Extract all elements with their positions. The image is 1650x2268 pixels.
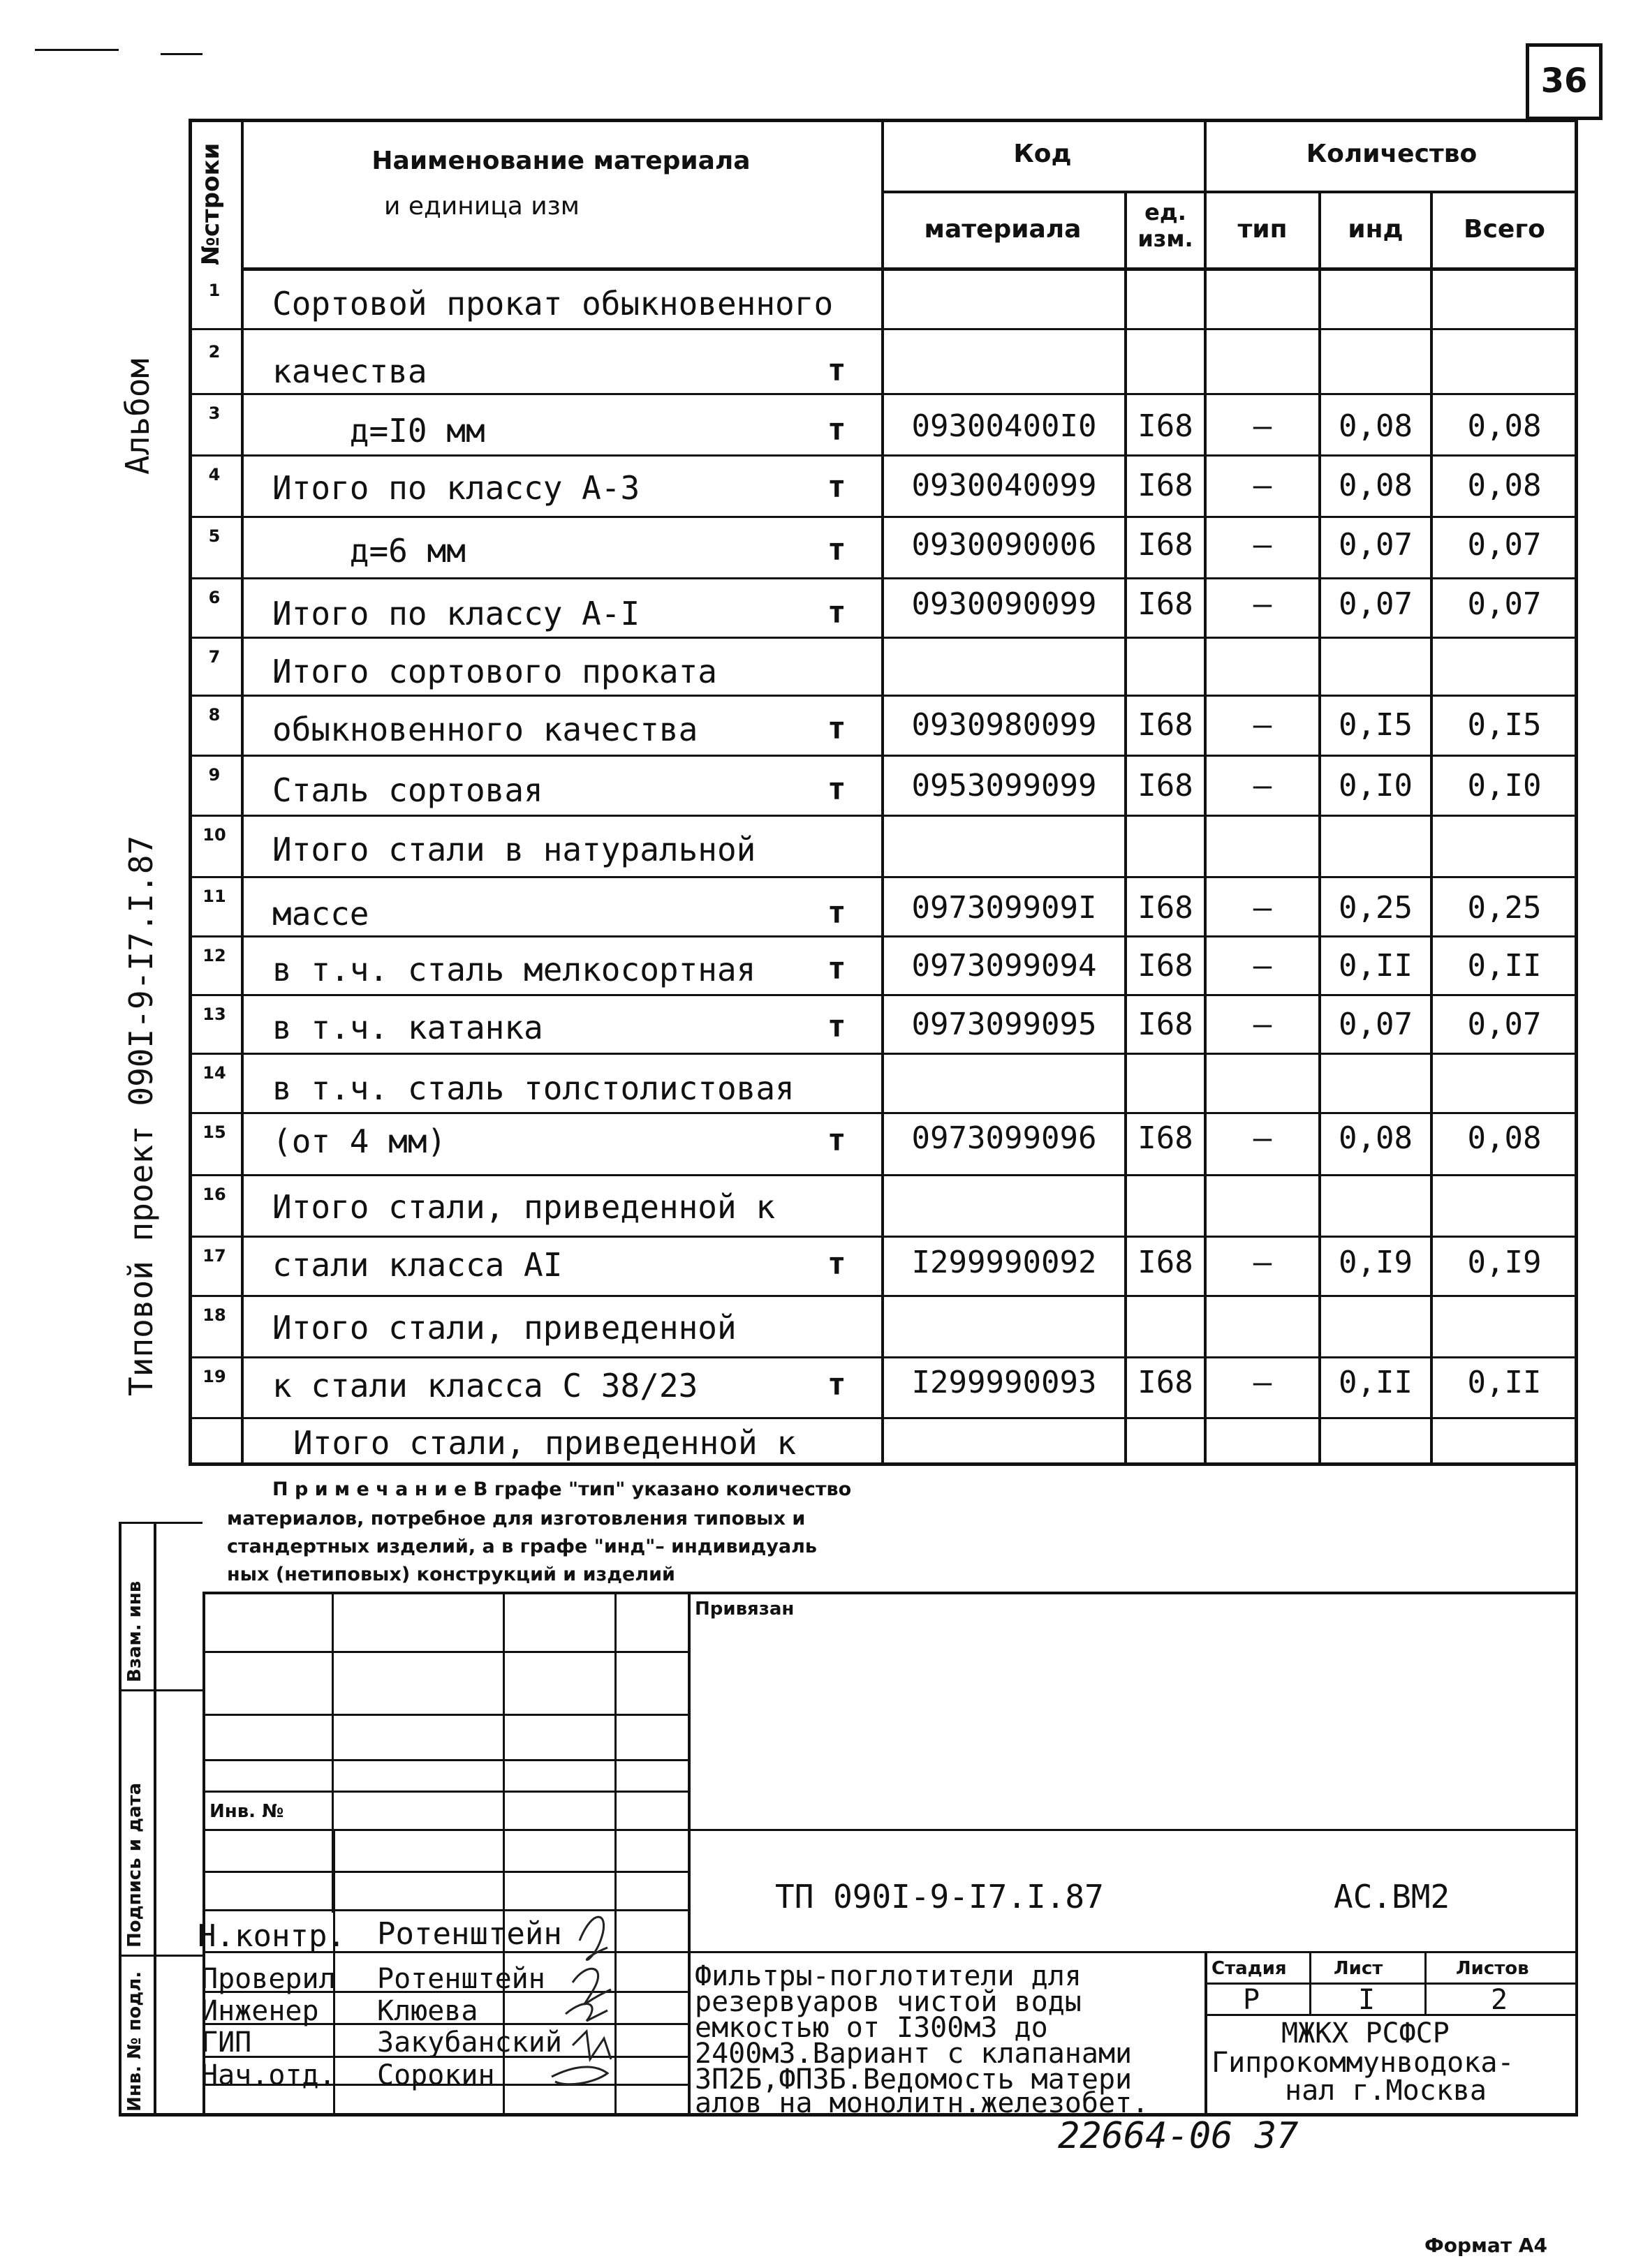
- tb-gip-name: Закубанский: [377, 2026, 562, 2059]
- row-name: Сортовой прокат обыкновенного: [272, 285, 834, 323]
- row-code: I299990092: [911, 1245, 1097, 1280]
- row-tip: –: [1253, 1245, 1272, 1280]
- row-ed: I68: [1137, 408, 1193, 444]
- row-unit: т: [827, 412, 846, 447]
- row-no: 6: [208, 588, 221, 607]
- row-ed: I68: [1137, 948, 1193, 984]
- row-total: 0,II: [1467, 948, 1542, 984]
- row-line: [189, 328, 1578, 330]
- tb-title-6: алов на монолитн.железобет.: [695, 2087, 1149, 2119]
- tb-row: [202, 1791, 688, 1793]
- tb-top: [202, 1592, 1578, 1594]
- row-tip: –: [1253, 1007, 1272, 1042]
- side-vzam: Взам. инв: [124, 1580, 145, 1682]
- tb-row: [202, 1651, 688, 1653]
- row-ind: 0,25: [1339, 890, 1413, 926]
- format-label: Формат А4: [1424, 2234, 1547, 2257]
- row-unit: т: [827, 353, 846, 388]
- row-code: I299990093: [911, 1365, 1097, 1400]
- row-code: 09300400I0: [911, 408, 1097, 444]
- row-name: обыкновенного качества: [272, 711, 698, 748]
- header-bottom-line: [241, 267, 1576, 271]
- tb-mid: [688, 1592, 691, 2115]
- row-code: 0973099096: [911, 1120, 1097, 1156]
- row-no: 14: [202, 1063, 226, 1083]
- tb-nach-name: Сорокин: [377, 2059, 495, 2091]
- top-rule: [35, 49, 119, 51]
- row-ind: 0,II: [1339, 948, 1413, 984]
- tb-org-2: Гипрокоммунводока-: [1211, 2047, 1515, 2079]
- row-ind: 0,07: [1339, 586, 1413, 622]
- row-total: 0,07: [1467, 527, 1542, 563]
- tb-doc-mark: АС.ВМ2: [1334, 1878, 1450, 1915]
- tb-org-1: МЖКХ РСФСР: [1281, 2017, 1450, 2050]
- row-line: [189, 393, 1578, 395]
- row-no: 12: [202, 946, 226, 965]
- row-total: 0,08: [1467, 408, 1542, 444]
- tb-inzhener-name: Клюева: [377, 1995, 478, 2027]
- side-podpis: Подпись и дата: [124, 1782, 145, 1948]
- row-line: [189, 935, 1578, 937]
- row-tip: –: [1253, 586, 1272, 622]
- tb-row: [202, 1829, 1578, 1831]
- stamp-top: [119, 1522, 202, 1524]
- header-code-unit: ед. изм.: [1137, 199, 1193, 252]
- row-line: [189, 637, 1578, 639]
- header-row-no: №строки: [197, 142, 225, 265]
- stamp-div-1: [119, 1689, 202, 1691]
- row-ind: 0,II: [1339, 1365, 1413, 1400]
- note-line-2: материалов, потребное для изготовления типовых и: [227, 1508, 806, 1529]
- side-project: Типовой проект 090I-9-I7.I.87: [122, 835, 160, 1396]
- row-no: 16: [202, 1185, 226, 1204]
- row-name: Итого по классу А-I: [272, 595, 640, 632]
- signature-marks: [489, 1899, 670, 2108]
- row-line: [189, 1417, 1578, 1419]
- row-ind: 0,08: [1339, 1120, 1413, 1156]
- row-no: 10: [202, 825, 226, 845]
- row-unit: т: [827, 1122, 846, 1158]
- tb-nach-role: Нач.отд.: [201, 2059, 336, 2091]
- row-line: [189, 755, 1578, 757]
- note-line-3: стандертных изделий, а в графе "инд"– индивидуаль: [227, 1536, 817, 1557]
- row-unit: т: [827, 1367, 846, 1402]
- row-no: 4: [208, 465, 221, 484]
- tb-doc-code: ТП 090I-9-I7.I.87: [775, 1878, 1104, 1915]
- tb-n-kontr-name: Ротенштейн: [377, 1916, 562, 1952]
- row-name: в т.ч. катанка: [272, 1009, 543, 1046]
- row-line: [189, 1174, 1578, 1176]
- row-unit: т: [827, 1009, 846, 1044]
- row-line: [189, 577, 1578, 579]
- row-unit: т: [827, 469, 846, 505]
- row-code: 0930980099: [911, 707, 1097, 743]
- row-unit: т: [827, 771, 846, 807]
- header-q-type: тип: [1237, 215, 1288, 244]
- row-ed: I68: [1137, 527, 1193, 563]
- tb-proveril-name: Ротенштейн: [377, 1963, 545, 1995]
- tb-row: [202, 1759, 688, 1761]
- row-tip: –: [1253, 707, 1272, 743]
- row-line: [189, 815, 1578, 817]
- tb-right: [1575, 1466, 1578, 2115]
- row-tip: –: [1253, 1365, 1272, 1400]
- note-line-1: П р и м е ч а н и е В графе "тип" указано количество: [272, 1478, 852, 1500]
- row-no: 5: [208, 526, 221, 546]
- row-no: 7: [208, 647, 221, 667]
- row-tip: –: [1253, 468, 1272, 503]
- row-total: 0,08: [1467, 468, 1542, 503]
- header-code-material: материала: [924, 215, 1082, 244]
- row-tip: –: [1253, 408, 1272, 444]
- row-no: 19: [202, 1367, 226, 1386]
- row-name: Сталь сортовая: [272, 771, 543, 809]
- row-line: [189, 1112, 1578, 1114]
- side-album: Альбом: [119, 358, 156, 475]
- tb-title-1: Фильтры-поглотители для: [695, 1960, 1082, 1992]
- tb-inzhener-role: Инженер: [201, 1995, 319, 2027]
- row-name: в т.ч. сталь мелкосортная: [272, 951, 756, 988]
- row-code: 0973099095: [911, 1007, 1097, 1042]
- header-mid-line: [881, 191, 1576, 193]
- row-code: 0930090099: [911, 586, 1097, 622]
- row-total: 0,I5: [1467, 707, 1542, 743]
- row-unit: т: [827, 951, 846, 986]
- row-name: Итого стали, приведенной: [272, 1309, 737, 1347]
- header-q-total: Всего: [1464, 215, 1545, 244]
- row-code: 0930090006: [911, 527, 1097, 563]
- row-name: к стали класса С 38/23: [272, 1367, 698, 1404]
- row-tip: –: [1253, 890, 1272, 926]
- row-ind: 0,I9: [1339, 1245, 1413, 1280]
- page-number: 36: [1540, 61, 1588, 101]
- row-no: 13: [202, 1005, 226, 1024]
- tb-inv-no: Инв. №: [209, 1801, 284, 1822]
- row-ind: 0,08: [1339, 408, 1413, 444]
- row-code: 097309909I: [911, 890, 1097, 926]
- tb-sheet-label: Лист: [1334, 1958, 1383, 1979]
- row-total: 0,25: [1467, 890, 1542, 926]
- row-line: [189, 1295, 1578, 1297]
- row-line: [189, 1356, 1578, 1358]
- header-code: Код: [1013, 140, 1072, 168]
- tb-sheets: 2: [1491, 1984, 1508, 2016]
- tb-sheet: I: [1358, 1984, 1376, 2016]
- row-name: Итого стали, приведенной к: [293, 1424, 797, 1462]
- tb-gip-role: ГИП: [201, 2026, 252, 2059]
- row-name: в т.ч. сталь толстолистовая: [272, 1069, 795, 1107]
- row-ed: I68: [1137, 768, 1193, 803]
- top-rule-2: [161, 53, 202, 55]
- tb-stage-row: [1205, 1982, 1578, 1985]
- row-ind: 0,I0: [1339, 768, 1413, 803]
- row-code: 0953099099: [911, 768, 1097, 803]
- row-name: Итого стали, приведенной к: [272, 1188, 776, 1226]
- row-ed: I68: [1137, 1365, 1193, 1400]
- row-unit: т: [827, 895, 846, 931]
- row-ind: 0,08: [1339, 468, 1413, 503]
- note-line-4: ных (нетиповых) конструкций и изделий: [227, 1564, 675, 1585]
- row-ed: I68: [1137, 1007, 1193, 1042]
- tb-proveril-role: Проверил: [201, 1963, 336, 1995]
- row-no: 18: [202, 1305, 226, 1325]
- tb-row: [202, 1714, 688, 1716]
- row-ind: 0,07: [1339, 1007, 1413, 1042]
- tb-title-2: резервуаров чистой воды: [695, 1986, 1082, 2018]
- row-name: стали класса АI: [272, 1246, 563, 1284]
- row-no: 3: [208, 403, 221, 423]
- row-no: 1: [208, 281, 221, 300]
- row-line: [189, 1053, 1578, 1055]
- tb-title-3: емкостью от I300м3 до: [695, 2012, 1048, 2044]
- row-unit: т: [827, 595, 846, 630]
- row-no: 8: [208, 705, 221, 725]
- tb-stage-left: [1205, 1951, 1207, 2115]
- row-ed: I68: [1137, 468, 1193, 503]
- row-ed: I68: [1137, 586, 1193, 622]
- row-name: д=I0 мм: [272, 412, 485, 450]
- row-no: 11: [202, 887, 226, 906]
- tb-row: [202, 1871, 688, 1873]
- row-name: массе: [272, 895, 369, 933]
- row-ed: I68: [1137, 890, 1193, 926]
- tb-privyazan: Привязан: [695, 1599, 795, 1620]
- tb-title-4: 2400м3.Вариант с клапанами: [695, 2038, 1133, 2070]
- stamp-div-2: [119, 1955, 202, 1957]
- bottom-number: 22664-06 37: [1058, 2115, 1299, 2157]
- row-name: Итого стали в натуральной: [272, 831, 756, 868]
- header-name-1: Наименование материала: [371, 147, 751, 175]
- row-total: 0,07: [1467, 1007, 1542, 1042]
- stamp-col-line: [154, 1522, 156, 2115]
- row-ed: I68: [1137, 1245, 1193, 1280]
- row-no: 17: [202, 1246, 226, 1266]
- row-code: 0973099094: [911, 948, 1097, 984]
- tb-stage-bottom: [1205, 2014, 1578, 2016]
- row-line: [189, 516, 1578, 518]
- row-unit: т: [827, 1246, 846, 1282]
- row-tip: –: [1253, 768, 1272, 803]
- row-tip: –: [1253, 1120, 1272, 1156]
- row-line: [189, 454, 1578, 457]
- row-line: [189, 994, 1578, 996]
- tb-org-3: нал г.Москва: [1285, 2075, 1487, 2107]
- tb-stage: Р: [1243, 1984, 1260, 2016]
- row-line: [189, 695, 1578, 697]
- col-line-no: [241, 119, 244, 1466]
- row-unit: т: [827, 711, 846, 746]
- row-name: Итого по классу А-3: [272, 469, 640, 507]
- tb-stage-label: Стадия: [1211, 1958, 1287, 1979]
- row-total: 0,I0: [1467, 768, 1542, 803]
- row-tip: –: [1253, 527, 1272, 563]
- header-quantity: Количество: [1306, 140, 1478, 168]
- row-unit: т: [827, 532, 846, 568]
- header-q-ind: инд: [1348, 215, 1404, 244]
- row-no: 2: [208, 342, 221, 362]
- row-total: 0,II: [1467, 1365, 1542, 1400]
- row-line: [189, 876, 1578, 878]
- tb-n-kontr-role: Н.контр.: [198, 1918, 346, 1954]
- tb-sheets-label: Листов: [1456, 1958, 1529, 1979]
- row-no: 15: [202, 1122, 226, 1142]
- row-code: 0930040099: [911, 468, 1097, 503]
- row-line: [189, 1236, 1578, 1238]
- row-ind: 0,07: [1339, 527, 1413, 563]
- tb-title-5: ЗП2Б,ФП3Б.Ведомость матери: [695, 2063, 1133, 2096]
- row-name: (от 4 мм): [272, 1122, 447, 1160]
- row-ed: I68: [1137, 1120, 1193, 1156]
- row-ind: 0,I5: [1339, 707, 1413, 743]
- row-name: Итого сортового проката: [272, 653, 717, 690]
- row-total: 0,07: [1467, 586, 1542, 622]
- row-name: качества: [272, 353, 427, 390]
- row-total: 0,08: [1467, 1120, 1542, 1156]
- header-name-2: и единица изм: [384, 192, 580, 221]
- row-tip: –: [1253, 948, 1272, 984]
- row-ed: I68: [1137, 707, 1193, 743]
- side-inv-podl: Инв. № подл.: [124, 1971, 145, 2112]
- row-name: д=6 мм: [272, 532, 466, 570]
- row-total: 0,I9: [1467, 1245, 1542, 1280]
- row-no: 9: [208, 765, 221, 785]
- stamp-left-border: [119, 1522, 121, 2115]
